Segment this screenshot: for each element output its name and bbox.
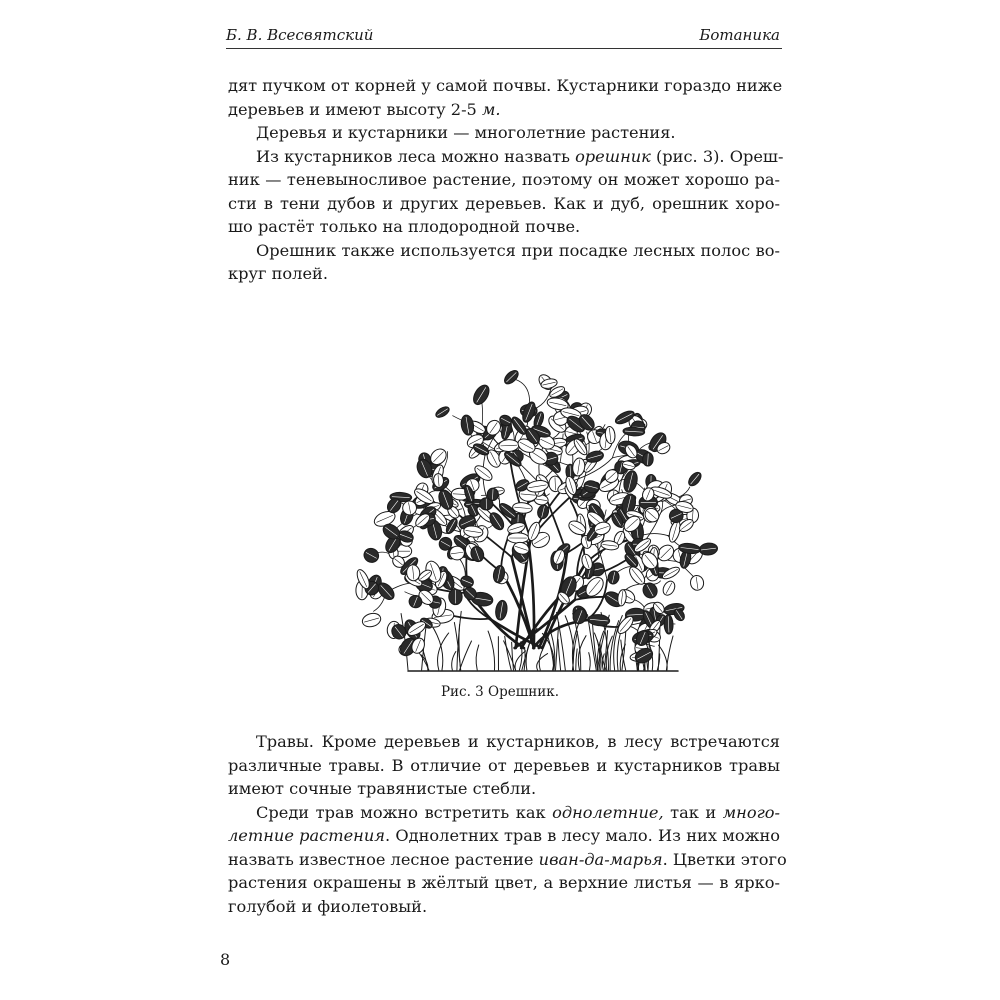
- text-line: сти в тени дубов и других деревьев. Как и дуб, орешник хоро-: [228, 193, 780, 213]
- header-rule: [226, 48, 782, 49]
- grass-blade: [589, 653, 591, 670]
- grass-blade: [666, 636, 673, 670]
- text-line: голубой и фиолетовый.: [228, 896, 428, 916]
- page-number: 8: [220, 950, 231, 969]
- bottom-text-block: [228, 730, 787, 918]
- grass-blade: [578, 636, 586, 670]
- text-line: растения окрашены в жёлтый цвет, а верхние листья — в ярко-: [228, 873, 780, 892]
- figure-caption: Рис. 3 Орешник.: [440, 684, 560, 700]
- text-line: назвать известное лесное растение иван-да-марья. Цветки этого: [228, 849, 787, 869]
- text-line: имеют сочные травянистые стебли.: [228, 779, 537, 798]
- text-line: шо растёт только на плодородной почве.: [228, 217, 581, 236]
- grass-blade: [504, 641, 516, 670]
- header-subject: Ботаника: [699, 26, 780, 44]
- text-line: деревьев и имеют высоту 2-5 м.: [228, 99, 501, 119]
- grass-blade: [539, 650, 542, 670]
- text-line: летние растения. Однолетних трав в лесу мало. Из них можно: [228, 826, 780, 845]
- grass-blade: [431, 624, 443, 670]
- text-line: круг полей.: [228, 264, 328, 283]
- text-line: Деревья и кустарники — многолетние растения.: [256, 123, 676, 142]
- grass-blade: [452, 651, 456, 670]
- grass-blade: [576, 649, 577, 670]
- grass-blade: [512, 642, 514, 670]
- grass-blade: [558, 639, 561, 670]
- text-line: Травы. Кроме деревьев и кустарников, в лесу встречаются: [256, 732, 780, 751]
- grass-blade: [460, 641, 472, 670]
- text-line: различные травы. В отличие от деревьев и кустарников травы: [228, 755, 780, 775]
- text-line: дят пучком от корней у самой почвы. Кустарники гораздо ниже: [228, 76, 783, 95]
- header-author: Б. В. Всесвятский: [226, 26, 374, 44]
- text-line: Среди трав можно встретить как однолетние, так и много-: [256, 802, 780, 822]
- top-text-block: [228, 74, 784, 286]
- running-header: [226, 22, 782, 48]
- text-line: Из кустарников леса можно назвать орешник (рис. 3). Ореш-: [256, 146, 784, 166]
- grass-blade: [459, 625, 461, 670]
- hazel-bush-illustration: [298, 278, 768, 678]
- grass-blade: [476, 645, 479, 670]
- text-line: Орешник также используется при посадке лесных полос во-: [256, 240, 780, 260]
- grass-blade: [505, 636, 511, 670]
- grass-blade: [488, 631, 495, 670]
- grass-blade: [537, 654, 548, 670]
- text-line: ник — теневыносливое растение, поэтому он может хорошо ра-: [228, 170, 780, 189]
